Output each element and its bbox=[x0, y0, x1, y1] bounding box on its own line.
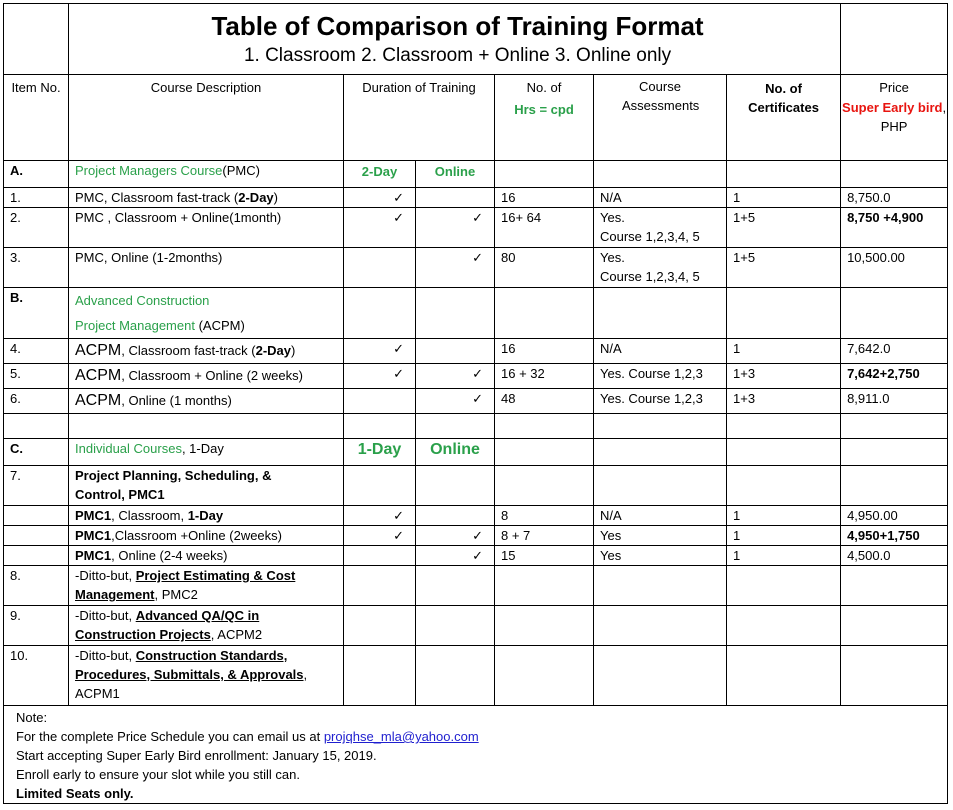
header-assessments: Course Assessments bbox=[594, 75, 727, 161]
table-row bbox=[4, 526, 948, 546]
section-a-letter: A. bbox=[4, 161, 69, 188]
empty-cell bbox=[495, 646, 594, 706]
empty-cell bbox=[841, 414, 948, 439]
empty-cell bbox=[594, 414, 727, 439]
section-c-title bbox=[69, 439, 344, 466]
section-c-tag-1day: 1-Day bbox=[344, 439, 416, 466]
row-hours: 15 bbox=[495, 546, 594, 566]
row-description bbox=[69, 188, 344, 208]
empty-cell bbox=[344, 414, 416, 439]
empty-cell bbox=[416, 466, 495, 506]
desc-text: , ACPM2 bbox=[210, 627, 263, 642]
row-certificates: 1 bbox=[727, 188, 841, 208]
section-c-tag-online: Online bbox=[416, 439, 495, 466]
empty-cell bbox=[495, 288, 594, 339]
blank-row bbox=[4, 414, 948, 439]
empty-cell bbox=[495, 566, 594, 606]
section-b-title-line2 bbox=[75, 313, 343, 338]
empty-cell bbox=[4, 506, 69, 526]
row-description bbox=[69, 506, 344, 526]
section-c-letter: C. bbox=[4, 439, 69, 466]
email-link[interactable]: projqhse_mla@yahoo.com bbox=[323, 729, 479, 744]
empty-cell bbox=[594, 439, 727, 466]
row-assessment: N/A bbox=[594, 339, 727, 364]
header-hours bbox=[495, 75, 594, 161]
empty-cell bbox=[495, 606, 594, 646]
empty-cell bbox=[416, 188, 495, 208]
notes-email-prefix: For the complete Price Schedule you can email us at bbox=[16, 729, 324, 744]
desc-text: -Ditto-but, bbox=[75, 648, 136, 663]
empty-cell bbox=[594, 161, 727, 188]
check-icon: ✓ bbox=[344, 188, 416, 208]
desc-text: ) bbox=[273, 190, 279, 205]
row-hours: 16 bbox=[495, 339, 594, 364]
row-certificates: 1 bbox=[727, 526, 841, 546]
desc-code: ACPM bbox=[75, 392, 122, 409]
table-title: Table of Comparison of Training Format bbox=[211, 11, 704, 41]
header-hours-cpd: Hrs = cpd bbox=[514, 102, 574, 117]
desc-text: , Classroom, bbox=[111, 508, 188, 523]
row-description bbox=[69, 566, 344, 606]
section-a-row bbox=[4, 161, 948, 188]
row-price: 10,500.00 bbox=[841, 248, 948, 288]
check-icon: ✓ bbox=[416, 546, 495, 566]
section-a-title-green: Project Managers Course bbox=[75, 163, 223, 178]
row-number: 3. bbox=[4, 248, 69, 288]
header-row bbox=[4, 75, 948, 161]
section-c-row bbox=[4, 439, 948, 466]
assessment-line: Yes. bbox=[600, 210, 625, 225]
header-course-description: Course Description bbox=[69, 75, 344, 161]
empty-cell bbox=[69, 414, 344, 439]
empty-cell bbox=[344, 389, 416, 414]
empty-cell bbox=[416, 288, 495, 339]
notes-label: Note: bbox=[16, 710, 48, 725]
row-hours: 16 + 32 bbox=[495, 364, 594, 389]
table-row bbox=[4, 248, 948, 288]
row-certificates: 1 bbox=[727, 546, 841, 566]
desc-text: ) bbox=[291, 343, 296, 358]
header-price-php: , PHP bbox=[880, 100, 947, 134]
table-row bbox=[4, 188, 948, 208]
empty-cell bbox=[495, 466, 594, 506]
empty-cell bbox=[344, 606, 416, 646]
section-c-title-green: Individual Courses bbox=[75, 441, 182, 456]
table-row bbox=[4, 466, 948, 506]
desc-text: -Ditto-but, bbox=[75, 608, 136, 623]
check-icon: ✓ bbox=[416, 389, 495, 414]
notes-line-email bbox=[16, 727, 947, 746]
row-description bbox=[69, 339, 344, 364]
row-certificates: 1 bbox=[727, 339, 841, 364]
table-row bbox=[4, 606, 948, 646]
empty-cell bbox=[495, 414, 594, 439]
row-hours: 8 + 7 bbox=[495, 526, 594, 546]
empty-cell bbox=[416, 606, 495, 646]
table-row bbox=[4, 506, 948, 526]
desc-bold: 2-Day bbox=[255, 343, 292, 358]
row-number: 10. bbox=[4, 646, 69, 706]
empty-cell bbox=[727, 646, 841, 706]
title-row bbox=[4, 4, 948, 75]
desc-bold: 1-Day bbox=[187, 508, 224, 523]
row-assessment: N/A bbox=[594, 506, 727, 526]
row-certificates: 1+5 bbox=[727, 208, 841, 248]
assessment-line: Course 1,2,3,4, 5 bbox=[600, 269, 700, 284]
row-hours: 16 bbox=[495, 188, 594, 208]
empty-cell bbox=[495, 161, 594, 188]
row-number: 2. bbox=[4, 208, 69, 248]
empty-cell bbox=[841, 646, 948, 706]
table-row bbox=[4, 646, 948, 706]
desc-text: -Ditto-but, bbox=[75, 568, 136, 583]
row-certificates: 1 bbox=[727, 506, 841, 526]
check-icon: ✓ bbox=[416, 208, 495, 248]
row-hours: 48 bbox=[495, 389, 594, 414]
desc-code: ACPM bbox=[75, 342, 122, 359]
assessment-line: Yes. bbox=[600, 250, 625, 265]
section-a-title-black: (PMC) bbox=[222, 163, 260, 178]
row-number: 5. bbox=[4, 364, 69, 389]
empty-cell bbox=[416, 566, 495, 606]
row-description bbox=[69, 364, 344, 389]
empty-cell bbox=[727, 414, 841, 439]
notes-line-enrollment: Start accepting Super Early Bird enrollment: January 15, 2019. bbox=[16, 748, 377, 763]
empty-cell bbox=[841, 288, 948, 339]
row-assessment: Yes bbox=[594, 546, 727, 566]
row-description bbox=[69, 546, 344, 566]
header-price-label: Price bbox=[879, 80, 909, 95]
row-description: PMC, Online (1-2months) bbox=[69, 248, 344, 288]
title-spacer-right bbox=[841, 4, 948, 75]
section-a-tag-2day: 2-Day bbox=[344, 161, 416, 188]
section-b-letter: B. bbox=[4, 288, 69, 339]
row-price: 8,750.0 bbox=[841, 188, 948, 208]
row-number: 7. bbox=[4, 466, 69, 506]
empty-cell bbox=[4, 526, 69, 546]
row-description bbox=[69, 606, 344, 646]
header-price-super-early: Super Early bird bbox=[842, 100, 943, 115]
empty-cell bbox=[727, 606, 841, 646]
table-row bbox=[4, 364, 948, 389]
row-description bbox=[69, 646, 344, 706]
header-item-no: Item No. bbox=[4, 75, 69, 161]
desc-bold: PMC1 bbox=[75, 528, 112, 543]
assessment-line: Course 1,2,3,4, 5 bbox=[600, 229, 700, 244]
empty-cell bbox=[416, 506, 495, 526]
row-price: 4,500.0 bbox=[841, 546, 948, 566]
notes-line-enroll-early: Enroll early to ensure your slot while you still can. bbox=[16, 767, 300, 782]
desc-bold: PMC1 bbox=[75, 548, 112, 563]
check-icon: ✓ bbox=[344, 208, 416, 248]
desc-bold: Project Estimating & Cost Management bbox=[75, 568, 296, 602]
row-price: 4,950+1,750 bbox=[841, 526, 948, 546]
row-price: 4,950.00 bbox=[841, 506, 948, 526]
row-price: 7,642.0 bbox=[841, 339, 948, 364]
title-spacer-left bbox=[4, 4, 69, 75]
header-price bbox=[841, 75, 948, 161]
empty-cell bbox=[727, 288, 841, 339]
check-icon: ✓ bbox=[344, 364, 416, 389]
desc-text: , PMC2 bbox=[154, 587, 198, 602]
row-number: 9. bbox=[4, 606, 69, 646]
row-number: 1. bbox=[4, 188, 69, 208]
row-certificates: 1+3 bbox=[727, 364, 841, 389]
section-b-title-green: Project Management bbox=[75, 318, 195, 333]
desc-code: ACPM bbox=[75, 367, 122, 384]
row-price: 8,750 +4,900 bbox=[841, 208, 948, 248]
section-b-title-black: (ACPM) bbox=[194, 318, 245, 333]
empty-cell bbox=[495, 439, 594, 466]
check-icon: ✓ bbox=[344, 526, 416, 546]
empty-cell bbox=[841, 161, 948, 188]
desc-text: ,Classroom +Online (2weeks) bbox=[111, 528, 282, 543]
row-assessment bbox=[594, 208, 727, 248]
row-description: PMC , Classroom + Online(1month) bbox=[69, 208, 344, 248]
notes-cell bbox=[4, 706, 948, 804]
section-b-title bbox=[69, 288, 344, 339]
empty-cell bbox=[727, 161, 841, 188]
desc-bold: PMC1 bbox=[75, 508, 112, 523]
row-number: 6. bbox=[4, 389, 69, 414]
title-cell bbox=[69, 4, 841, 75]
section-c-title-black: , 1-Day bbox=[181, 441, 224, 456]
empty-cell bbox=[344, 566, 416, 606]
empty-cell bbox=[416, 339, 495, 364]
empty-cell bbox=[727, 566, 841, 606]
header-duration: Duration of Training bbox=[344, 75, 495, 161]
header-hours-top: No. of bbox=[526, 80, 562, 95]
empty-cell bbox=[841, 566, 948, 606]
empty-cell bbox=[841, 439, 948, 466]
empty-cell bbox=[594, 646, 727, 706]
row-price: 8,911.0 bbox=[841, 389, 948, 414]
row-number: 8. bbox=[4, 566, 69, 606]
row-description bbox=[69, 526, 344, 546]
row-assessment bbox=[594, 248, 727, 288]
empty-cell bbox=[344, 288, 416, 339]
table-row bbox=[4, 339, 948, 364]
empty-cell bbox=[344, 646, 416, 706]
empty-cell bbox=[841, 466, 948, 506]
header-price-sub bbox=[841, 98, 947, 136]
desc-text: PMC, Classroom fast-track ( bbox=[75, 190, 239, 205]
section-b-title-line1: Advanced Construction bbox=[75, 293, 210, 308]
empty-cell bbox=[594, 606, 727, 646]
empty-cell bbox=[594, 566, 727, 606]
empty-cell bbox=[594, 288, 727, 339]
desc-text: , Classroom + Online (2 weeks) bbox=[121, 368, 303, 383]
empty-cell bbox=[594, 466, 727, 506]
row-price: 7,642+2,750 bbox=[841, 364, 948, 389]
table-row bbox=[4, 566, 948, 606]
desc-bold: Construction Standards, Procedures, Submittals, & Approvals bbox=[75, 648, 304, 682]
row-certificates: 1+3 bbox=[727, 389, 841, 414]
row-description: Project Planning, Scheduling, & Control, PMC1 bbox=[69, 466, 344, 506]
check-icon: ✓ bbox=[344, 339, 416, 364]
row-assessment: Yes bbox=[594, 526, 727, 546]
header-certificates: No. of Certificates bbox=[727, 75, 841, 161]
section-a-title bbox=[69, 161, 344, 188]
table-row bbox=[4, 389, 948, 414]
empty-cell bbox=[416, 414, 495, 439]
desc-text: , Classroom fast-track ( bbox=[121, 343, 256, 358]
empty-cell bbox=[344, 466, 416, 506]
desc-text: , ACPM1 bbox=[75, 667, 308, 701]
table-row bbox=[4, 546, 948, 566]
notes-line-limited-seats: Limited Seats only. bbox=[16, 786, 134, 801]
row-certificates: 1+5 bbox=[727, 248, 841, 288]
empty-cell bbox=[727, 466, 841, 506]
check-icon: ✓ bbox=[416, 526, 495, 546]
empty-cell bbox=[841, 606, 948, 646]
desc-bold: 2-Day bbox=[238, 190, 274, 205]
section-b-row bbox=[4, 288, 948, 339]
empty-cell bbox=[4, 414, 69, 439]
desc-text: , Online (2-4 weeks) bbox=[111, 548, 228, 563]
desc-text: , Online (1 months) bbox=[121, 393, 232, 408]
row-description bbox=[69, 389, 344, 414]
notes-row bbox=[4, 706, 948, 804]
row-hours: 16+ 64 bbox=[495, 208, 594, 248]
section-a-tag-online: Online bbox=[416, 161, 495, 188]
row-number: 4. bbox=[4, 339, 69, 364]
empty-cell bbox=[344, 248, 416, 288]
empty-cell bbox=[4, 546, 69, 566]
row-assessment: Yes. Course 1,2,3 bbox=[594, 389, 727, 414]
row-hours: 80 bbox=[495, 248, 594, 288]
empty-cell bbox=[416, 646, 495, 706]
check-icon: ✓ bbox=[344, 506, 416, 526]
comparison-table bbox=[3, 3, 948, 804]
empty-cell bbox=[727, 439, 841, 466]
check-icon: ✓ bbox=[416, 248, 495, 288]
table-row bbox=[4, 208, 948, 248]
desc-bold: Advanced QA/QC in Construction Projects bbox=[75, 608, 260, 642]
empty-cell bbox=[344, 546, 416, 566]
row-assessment: Yes. Course 1,2,3 bbox=[594, 364, 727, 389]
check-icon: ✓ bbox=[416, 364, 495, 389]
table-subtitle: 1. Classroom 2. Classroom + Online 3. Online only bbox=[243, 45, 672, 66]
row-hours: 8 bbox=[495, 506, 594, 526]
row-assessment: N/A bbox=[594, 188, 727, 208]
